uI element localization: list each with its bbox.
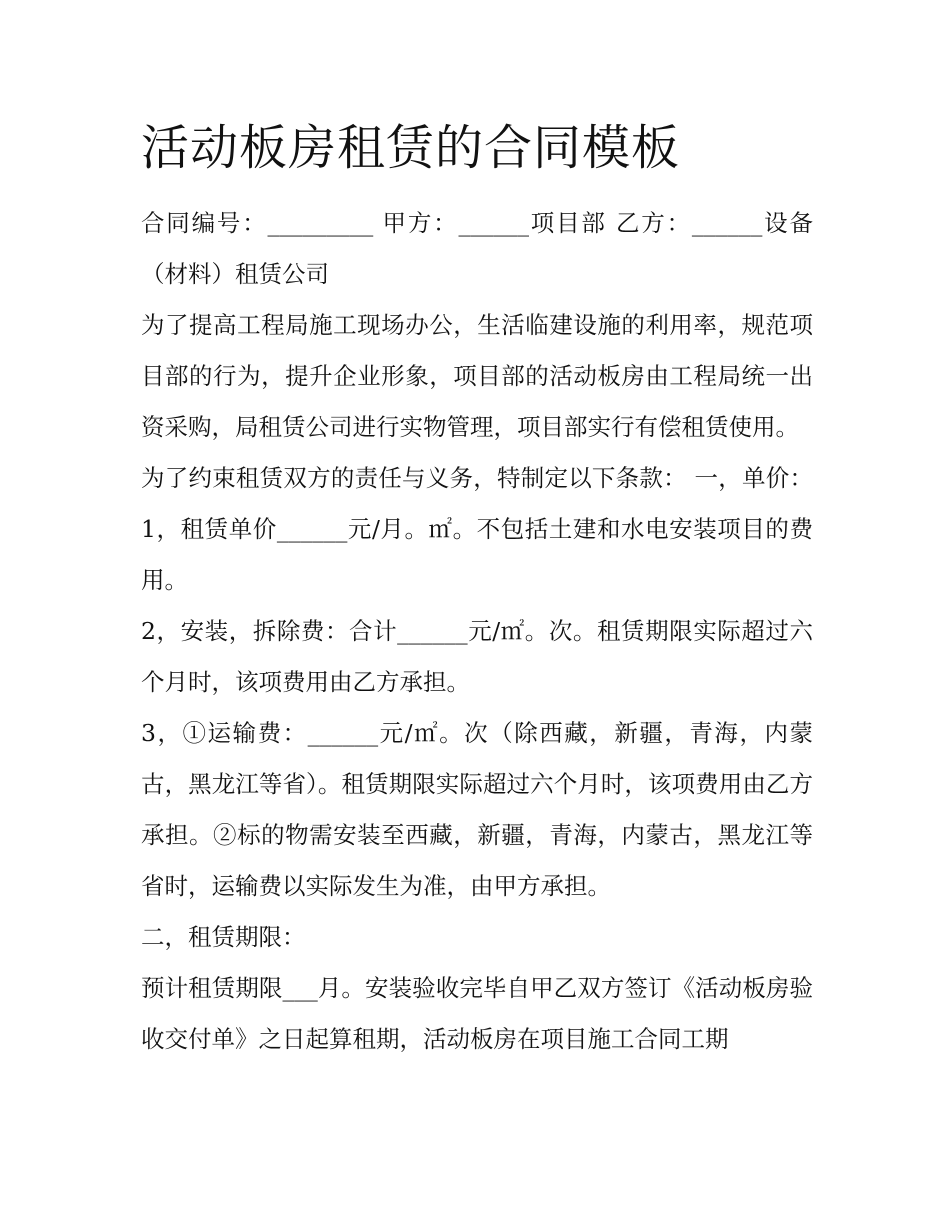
document-body (141, 198, 813, 1065)
document-title: 活动板房租赁的合同模板 (141, 120, 681, 176)
unit-price-paragraph: 为了约束租赁双方的责任与义务，特制定以下条款： 一，单价： 1，租赁单价______元/月。㎡。不包括土建和水电安装项目的费用。 (141, 464, 813, 594)
contract-header-paragraph: 合同编号：_________ 甲方：______项目部 乙方：______设备（材料）租赁公司 (141, 209, 813, 288)
lease-term-heading: 二，租赁期限： (141, 923, 306, 951)
installation-fee-paragraph: 2，安装，拆除费：合计______元/㎡。次。租赁期限实际超过六个月时，该项费用由乙方承担。 (141, 617, 813, 696)
purpose-paragraph: 为了提高工程局施工现场办公，生活临建设施的利用率，规范项目部的行为，提升企业形象，项目部的活动板房由工程局统一出资采购，局租赁公司进行实物管理，项目部实行有偿租赁使用。 (141, 311, 813, 441)
lease-term-paragraph: 预计租赁期限___月。安装验收完毕自甲乙双方签订《活动板房验收交付单》之日起算租期，活动板房在项目施工合同工期 (141, 974, 813, 1053)
transport-fee-paragraph: 3，①运输费：______元/㎡。次（除西藏，新疆，青海，内蒙古，黑龙江等省）。租赁期限实际超过六个月时，该项费用由乙方承担。②标的物需安装至西藏，新疆，青海，内蒙古，黑龙江等省时，运输费以实际发生为准，由甲方承担。 (141, 719, 813, 900)
